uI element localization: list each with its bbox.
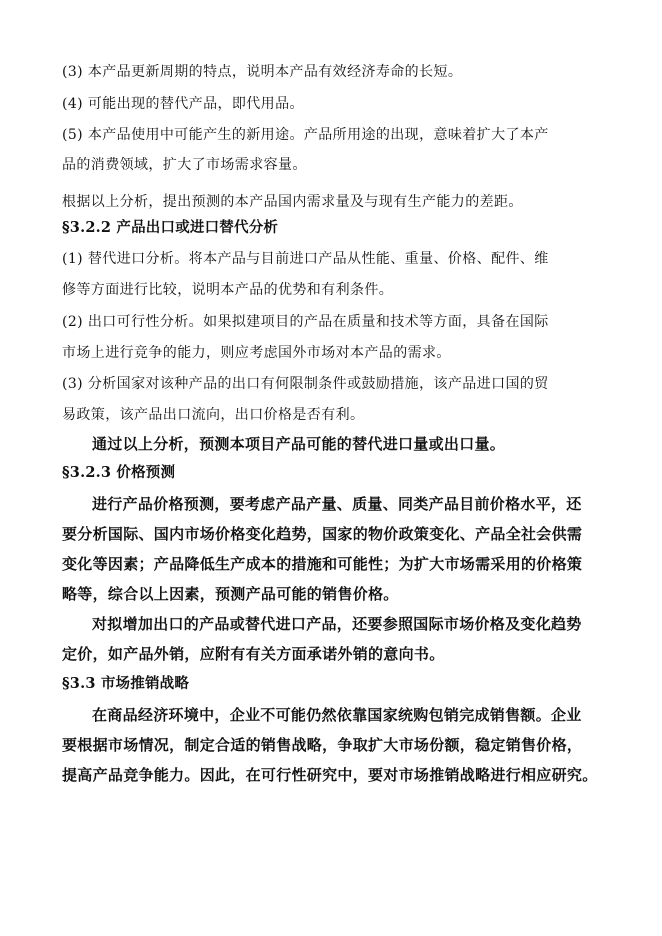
section-heading-3-3: §3.3 市场推销战略: [62, 675, 190, 692]
list-item-4: (4) 可能出现的替代产品，即代用品。: [62, 96, 304, 112]
section-heading-3-2-3: §3.2.3 价格预测: [62, 464, 176, 481]
price-forecast-line4: 略等，综合以上因素，预测产品可能的销售价格。: [62, 585, 399, 603]
export-pricing-line2: 定价，如产品外销，应附有有关方面承诺外销的意向书。: [62, 645, 445, 663]
analysis-summary: 根据以上分析，提出预测的本产品国内需求量及与现有生产能力的差距。: [62, 194, 523, 210]
section-heading-3-2-2: §3.2.2 产品出口或进口替代分析: [62, 219, 279, 236]
price-forecast-line2: 要分析国际、国内市场价格变化趋势，国家的物价政策变化、产品全社会供需: [62, 525, 583, 543]
marketing-strategy-line3: 提高产品竞争能力。因此，在可行性研究中，要对市场推销战略进行相应研究。: [62, 766, 598, 784]
export-policy-line1: (3) 分析国家对该种产品的出口有何限制条件或鼓励措施，该产品进口国的贸: [62, 376, 549, 392]
list-item-5-line2: 品的消费领域，扩大了市场需求容量。: [62, 157, 307, 173]
import-substitution-line1: (1) 替代进口分析。将本产品与目前进口产品从性能、重量、价格、配件、维: [62, 251, 549, 267]
export-feasibility-line2: 市场上进行竞争的能力，则应考虑国外市场对本产品的需求。: [62, 345, 451, 361]
price-forecast-line1: 进行产品价格预测，要考虑产品产量、质量、同类产品目前价格水平，还: [92, 495, 582, 513]
list-item-3: (3) 本产品更新周期的特点，说明本产品有效经济寿命的长短。: [62, 64, 463, 80]
import-substitution-line2: 修等方面进行比较，说明本产品的优势和有利条件。: [62, 282, 394, 298]
substitution-summary: 通过以上分析，预测本项目产品可能的替代进口量或出口量。: [92, 435, 506, 453]
marketing-strategy-line1: 在商品经济环境中，企业不可能仍然依靠国家统购包销完成销售额。企业: [92, 706, 582, 724]
export-policy-line2: 易政策，该产品出口流向，出口价格是否有利。: [62, 407, 365, 423]
list-item-5-line1: (5) 本产品使用中可能产生的新用途。产品所用途的出现，意味着扩大了本产: [62, 127, 549, 143]
export-feasibility-line1: (2) 出口可行性分析。如果拟建项目的产品在质量和技术等方面，具备在国际: [62, 314, 549, 330]
export-pricing-line1: 对拟增加出口的产品或替代进口产品，还要参照国际市场价格及变化趋势: [92, 615, 582, 633]
marketing-strategy-line2: 要根据市场情况，制定合适的销售战略，争取扩大市场份额，稳定销售价格，: [62, 736, 583, 754]
price-forecast-line3: 变化等因素；产品降低生产成本的措施和可能性；为扩大市场需采用的价格策: [62, 555, 583, 573]
